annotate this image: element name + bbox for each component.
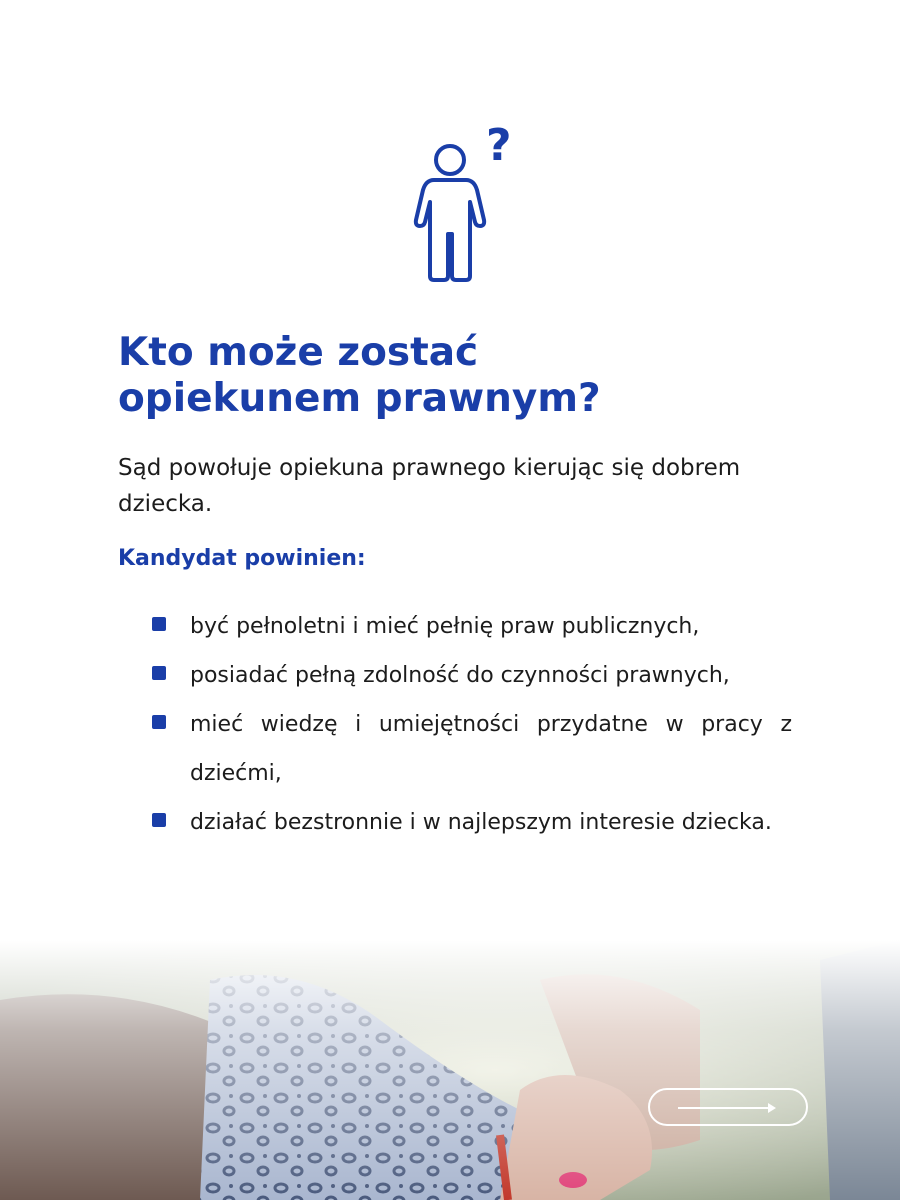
arrow-right-icon — [676, 1100, 780, 1116]
list-item-text: działać bezstronnie i w najlepszym interesie dziecka. — [190, 810, 772, 835]
person-question-icon — [404, 118, 524, 288]
bullet-square-icon — [152, 617, 166, 631]
list-item — [150, 602, 792, 651]
svg-text:?: ? — [486, 120, 512, 171]
requirements-list — [150, 602, 792, 847]
intro-text: Sąd powołuje opiekuna prawnego kierując się dobrem dziecka. — [118, 455, 741, 517]
title-line-1: Kto może zostać — [118, 330, 479, 375]
bullet-square-icon — [152, 715, 166, 729]
hands-photo — [0, 940, 900, 1200]
next-button[interactable] — [648, 1088, 808, 1126]
list-item — [150, 651, 792, 700]
list-item — [150, 700, 792, 798]
bullet-square-icon — [152, 666, 166, 680]
list-item — [150, 798, 792, 847]
list-item-text: być pełnoletni i mieć pełnię praw publicznych, — [190, 614, 700, 639]
list-item-text: mieć wiedzę i umiejętności przydatne w pracy z dziećmi, — [190, 712, 792, 786]
page-title — [118, 330, 798, 422]
list-item-text: posiadać pełną zdolność do czynności prawnych, — [190, 663, 730, 688]
bullet-square-icon — [152, 813, 166, 827]
title-line-2: opiekunem prawnym? — [118, 376, 601, 421]
requirements-heading: Kandydat powinien: — [118, 546, 366, 571]
